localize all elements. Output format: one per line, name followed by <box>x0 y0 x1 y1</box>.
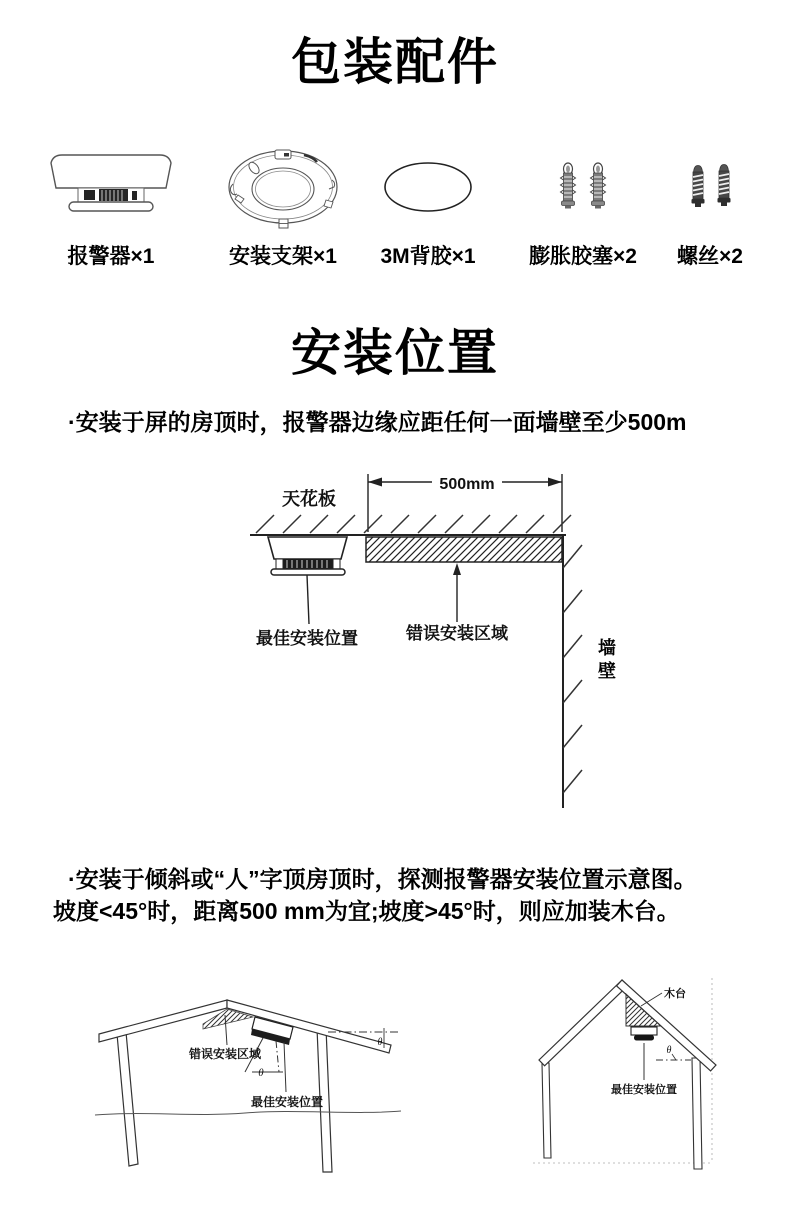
dimension-label: 500mm <box>439 476 495 493</box>
section-title-packaging: 包装配件 <box>291 34 499 90</box>
detector-under-platform <box>631 1027 657 1041</box>
theta-label: θ <box>377 1037 383 1048</box>
accessory-label: 安装支架×1 <box>229 245 337 268</box>
detector-side-view <box>268 537 347 575</box>
house-structure <box>99 1000 391 1172</box>
wrong-install-strip <box>366 537 562 562</box>
best-leader-line <box>284 1042 286 1092</box>
screws-icon <box>684 138 736 236</box>
accessory-item-anchors <box>505 138 661 270</box>
mounting-bracket-icon <box>218 138 348 236</box>
wall-anchors-icon <box>552 138 614 236</box>
bullet-flat-roof-rule: ·安装于屏的房顶时，报警器边缘应距任何一面墙壁至少500m <box>68 409 687 435</box>
plumb-dashdot-line <box>276 1041 279 1072</box>
theta-label: θ <box>258 1067 264 1079</box>
best-leader-line <box>307 575 309 624</box>
adhesive-pad-icon <box>382 138 474 236</box>
wall-hatch-ticks <box>563 545 582 793</box>
accessory-label: 报警器×1 <box>67 245 155 268</box>
best-position-label: 最佳安装位置 <box>611 1084 677 1096</box>
wrong-area-label: 错误安装区域 <box>188 1047 262 1061</box>
best-position-label: 最佳安装位置 <box>250 1095 324 1109</box>
accessory-item-alarm <box>38 138 184 270</box>
theta-label: θ <box>666 1045 672 1056</box>
smoke-detector-icon <box>41 138 181 236</box>
wrong-area-label: 错误安装区域 <box>406 624 508 643</box>
ceiling-hatch-ticks <box>256 515 571 533</box>
best-position-label: 最佳安装位置 <box>256 629 358 648</box>
accessory-item-bracket <box>203 138 363 270</box>
accessory-item-screws <box>652 138 768 270</box>
slope-roof-diagram <box>55 948 445 1198</box>
gable-roof-diagram <box>525 950 765 1195</box>
ceiling-wall-diagram <box>210 462 650 814</box>
ceiling-wall-diagram-svg <box>210 462 650 814</box>
platform-label: 木台 <box>664 988 686 1000</box>
ground-line <box>95 1111 401 1115</box>
ceiling-label: 天花板 <box>282 489 336 509</box>
wrong-leader-arrow <box>453 563 461 622</box>
angle-tick <box>672 1054 676 1060</box>
accessory-item-adhesive <box>368 138 488 270</box>
accessory-label: 膨胀胶塞×2 <box>529 245 637 268</box>
bullet-sloped-roof-line1: ·安装于倾斜或“人”字顶房顶时，探测报警器安装位置示意图。 <box>68 866 697 892</box>
section-title-installation: 安装位置 <box>291 325 499 381</box>
accessory-label: 螺丝×2 <box>677 245 743 268</box>
accessory-label: 3M背胶×1 <box>380 245 476 268</box>
bullet-sloped-roof-line2: 坡度<45°时，距离500 mm为宜;坡度>45°时，则应加装木台。 <box>53 898 680 924</box>
wall-label: 墙壁 <box>596 638 616 684</box>
